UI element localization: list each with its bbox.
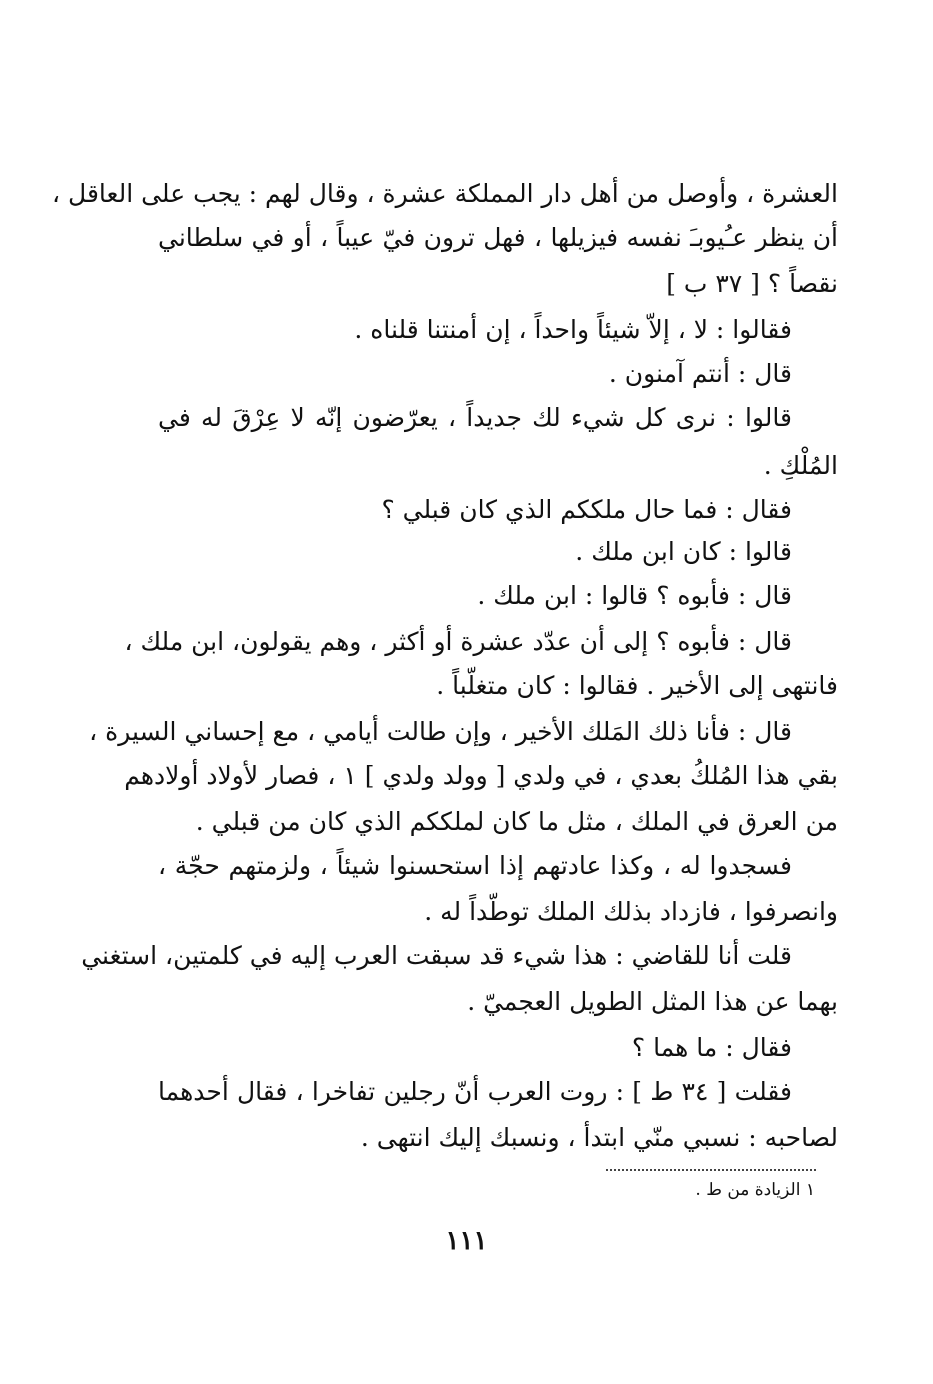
text-line: قلت أنا للقاضي : هذا شيء قد سبقت العرب إليه في كلمتين، استغني (81, 941, 792, 970)
text-line: أن ينظر عـُيوبـَ نفسه فيزيلها ، فهل ترون فيّ عيباً ، أو في سلطاني (158, 223, 838, 252)
text-line: لصاحبه : نسبي منّي ابتدأ ، ونسبك إليك انتهى . (360, 1123, 838, 1152)
text-line: المُلْكِ . (763, 451, 838, 480)
text-line: فقال : فما حال ملككم الذي كان قبلي ؟ (381, 495, 792, 524)
text-line: قال : فأنا ذلك المَلك الأخير ، وإن طالت أيامي ، مع إحساني السيرة ، (89, 717, 792, 746)
text-line: نقصاً ؟ [ ٣٧ ب ] (666, 269, 838, 298)
text-line: وانصرفوا ، فازداد بذلك الملك توطّداً له . (424, 897, 838, 926)
text-line: قالوا : نرى كل شيء لك جديداً ، يعرّضون إنّه لا عِرْقَ له في (158, 403, 792, 432)
text-line: فقلت [ ٣٤ ط ] : روت العرب أنّ رجلين تفاخرا ، فقال أحدهما (158, 1077, 792, 1106)
text-line: بهما عن هذا المثل الطويل العجميّ . (467, 987, 838, 1016)
text-line: قالوا : كان ابن ملك . (575, 537, 792, 566)
text-line: بقي هذا المُلكُ بعدي ، في ولدي [ وولد ولدي ] ١ ، فصار لأولاد أولادهم (124, 761, 838, 790)
text-line: قال : فأبوه ؟ إلى أن عدّد عشرة أو أكثر ، وهم يقولون، ابن ملك ، (124, 627, 792, 656)
page-number: ١١١ (445, 1226, 488, 1256)
text-line: فقالوا : لا ، إلاّ شيئاً واحداً ، إن أمنتنا قلناه . (354, 315, 792, 344)
footnote: ١ الزيادة من ط . (695, 1180, 815, 1200)
text-line: قال : أنتم آمنون . (608, 359, 792, 388)
text-line: العشرة ، وأوصل من أهل دار المملكة عشرة ، وقال لهم : يجب على العاقل ، (52, 179, 838, 208)
text-line: من العرق في الملك ، مثل ما كان لملككم الذي كان من قبلي . (195, 807, 838, 836)
text-line: فسجدوا له ، وكذا عادتهم إذا استحسنوا شيئاً ، ولزمتهم حجّة ، (158, 851, 792, 880)
text-line: قال : فأبوه ؟ قالوا : ابن ملك . (477, 581, 792, 610)
text-line: فقال : ما هما ؟ (631, 1033, 792, 1062)
footnote-divider (606, 1169, 816, 1171)
text-line: فانتهى إلى الأخير . فقالوا : كان متغلّباً . (436, 671, 838, 700)
